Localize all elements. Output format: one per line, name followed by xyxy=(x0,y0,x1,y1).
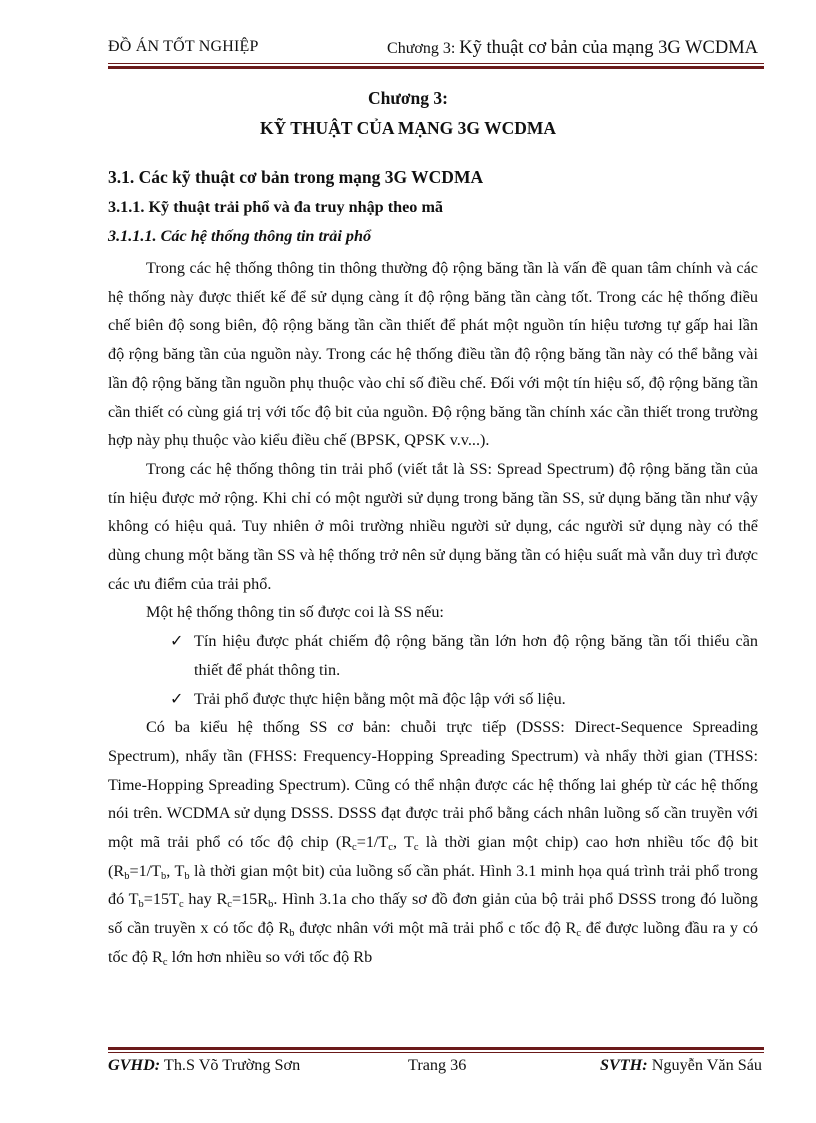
list-item xyxy=(108,627,758,684)
footer-supervisor: GVHD: Th.S Võ Trường Sơn xyxy=(108,1056,301,1074)
page-header xyxy=(108,38,758,60)
list-item xyxy=(108,685,758,714)
header-chapter-title: Chương 3: Kỹ thuật cơ bản của mạng 3G WCDMA xyxy=(387,38,758,58)
chapter-title: KỸ THUẬT CỦA MẠNG 3G WCDMA xyxy=(259,118,557,138)
paragraph-4: Có ba kiểu hệ thống SS cơ bản: chuỗi trực tiếp (DSSS: Direct-Sequence Spreading Spectrum), nhẩy tần (FHSS: Frequency-Hopping Spreading Spectrum) và nhẩy thời gian (THSS: Time-Hopping Spreading Spectrum). Cũng có thể nhận được các hệ thống lai ghép từ các hệ thống nói trên. WCDMA sử dụng DSSS. DSSS đạt được trải phổ bằng cách nhân luồng số cần truyền với một mã trải phổ có tốc độ chip ($R_c=1/T_c$, $T_c$ là thời gian một chip) cao hơn nhiều tốc độ bit ($R_b=1/T_b$, $T_b$ là thời gian một bit) của luồng số cần phát. Hình 3.1 minh họa quá trình trải phổ trong đó $T_b=15T_c$ hay $R_c=15R_b$. Hình 3.1a cho thấy sơ đồ đơn giản của bộ trải phổ DSSS trong đó luồng số cần truyền x có tốc độ $R_b$ được nhân với một mã trải phổ c tốc độ $R_c$ để được luồng đầu ra y có tốc độ $R_c$ lớn hơn nhiều so với tốc độ Rb xyxy=(108,718,759,968)
bullet-text-2: Trải phổ được thực hiện bằng một mã độc lập với số liệu. xyxy=(194,689,566,708)
header-left-text: ĐỒ ÁN TỐT NGHIỆP xyxy=(108,38,259,55)
paragraph-3: Một hệ thống thông tin số được coi là SS nếu: xyxy=(146,603,444,622)
bullet-text-1: Tín hiệu được phát chiếm độ rộng băng tần lớn hơn độ rộng băng tần tối thiểu cần thiết để phát thông tin. xyxy=(194,632,758,679)
footer-student: SVTH: Nguyễn Văn Sáu xyxy=(599,1056,762,1074)
checkmark-icon: ✓ xyxy=(170,689,184,708)
page-number: Trang 36 xyxy=(408,1056,467,1074)
header-rule-thin xyxy=(108,63,764,64)
header-rule-thick xyxy=(108,66,764,69)
footer-rule-thin xyxy=(108,1052,764,1053)
page-footer xyxy=(108,1056,762,1078)
section-heading: 3.1. Các kỹ thuật cơ bản trong mạng 3G WCDMA xyxy=(108,167,484,187)
subsubsection-heading: 3.1.1.1. Các hệ thống thông tin trải phổ xyxy=(108,227,372,245)
paragraph-1: Trong các hệ thống thông tin thông thường độ rộng băng tần là vấn đề quan tâm chính và các hệ thống này được thiết kế để sử dụng càng ít độ rộng băng tần càng tốt. Trong các hệ thống điều chế biên độ song biên, độ rộng băng tần cần thiết để phát một nguồn tín hiệu tương tự gấp hai lần độ rộng băng tần của nguồn này. Trong các hệ thống điều tần độ rộng băng tần này có thể bằng vài lần độ rộng băng tần nguồn phụ thuộc vào chỉ số điều chế. Đối với một tín hiệu số, độ rộng băng tần cần thiết có cùng giá trị với tốc độ bit của nguồn. Độ rộng băng tần chính xác cần thiết trong trường hợp này phụ thuộc vào kiểu điều chế (BPSK, QPSK v.v...). xyxy=(108,259,758,450)
paragraph-2: Trong các hệ thống thông tin trải phổ (viết tắt là SS: Spread Spectrum) độ rộng băng tần của tín hiệu được mở rộng. Khi chỉ có một người sử dụng trong băng tần SS, sử dụng băng tần như vậy không có hiệu quả. Tuy nhiên ở môi trường nhiều người sử dụng, các người sử dụng này có thể dùng chung một băng tần SS và hệ thống trở nên sử dụng băng tần có hiệu suất mà vẫn duy trì được các ưu điểm của trải phổ. xyxy=(108,459,758,593)
footer-rule-thick xyxy=(108,1047,764,1050)
body-text xyxy=(108,254,758,972)
chapter-number: Chương 3: xyxy=(368,88,448,108)
checkmark-icon: ✓ xyxy=(170,632,184,651)
subsection-heading: 3.1.1. Kỹ thuật trải phổ và đa truy nhập theo mã xyxy=(108,198,444,216)
